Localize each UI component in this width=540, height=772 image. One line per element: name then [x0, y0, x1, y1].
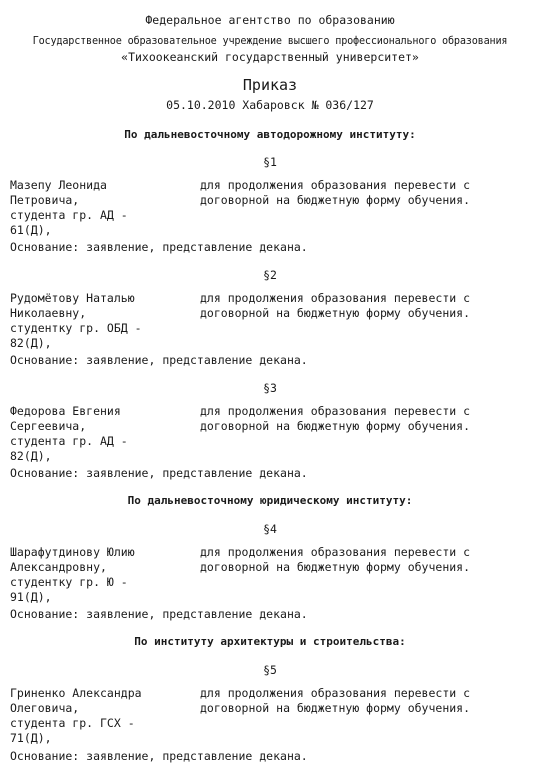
date-place-number: 05.10.2010 Хабаровск № 036/127: [166, 98, 374, 112]
paragraph-number-5: §5: [263, 663, 277, 677]
student-name: Федорова Евгения Сергеевича, студента гр. АД - 82(Д),: [10, 404, 128, 463]
student-name: Шарафутдинову Юлию Александровну, студентку гр. Ю - 91(Д),: [10, 545, 135, 604]
document-title: Приказ: [242, 76, 298, 94]
basis-text: Основание: заявление, представление декана.: [10, 353, 308, 367]
agency-name: Федеральное агентство по образованию: [145, 13, 395, 27]
section-heading-2: По дальневосточному юридическому институту:: [127, 494, 413, 507]
student-name: Рудомётову Наталью Николаевну, студентку гр. ОБД - 82(Д),: [10, 291, 142, 350]
university-name: «Тихоокеанский государственный университет»: [121, 50, 419, 64]
basis-text: Основание: заявление, представление декана.: [10, 466, 308, 480]
paragraph-number-2: §2: [263, 268, 277, 282]
student-name: Гриненко Александра Олеговича, студента гр. ГСХ - 71(Д),: [10, 686, 142, 745]
order-text: для продолжения образования перевести с договорной на бюджетную форму обучения.: [200, 686, 471, 715]
paragraph-number-1: §1: [263, 155, 277, 169]
basis-text: Основание: заявление, представление декана.: [10, 749, 308, 763]
basis-text: Основание: заявление, представление декана.: [10, 240, 308, 254]
order-text: для продолжения образования перевести с договорной на бюджетную форму обучения.: [200, 404, 471, 433]
paragraph-number-3: §3: [263, 381, 277, 395]
basis-text: Основание: заявление, представление декана.: [10, 607, 308, 621]
section-heading-1: По дальневосточному автодорожному институту:: [124, 128, 416, 141]
student-name: Мазепу Леонида Петровича, студента гр. АД - 61(Д),: [10, 178, 128, 237]
paragraph-number-4: §4: [263, 522, 277, 536]
institution-name: Государственное образовательное учреждение высшего профессионального образования: [32, 36, 508, 47]
order-text: для продолжения образования перевести с договорной на бюджетную форму обучения.: [200, 291, 471, 320]
section-heading-3: По институту архитектуры и строительства:: [134, 635, 406, 648]
order-text: для продолжения образования перевести с договорной на бюджетную форму обучения.: [200, 545, 471, 574]
order-text: для продолжения образования перевести с договорной на бюджетную форму обучения.: [200, 178, 471, 207]
